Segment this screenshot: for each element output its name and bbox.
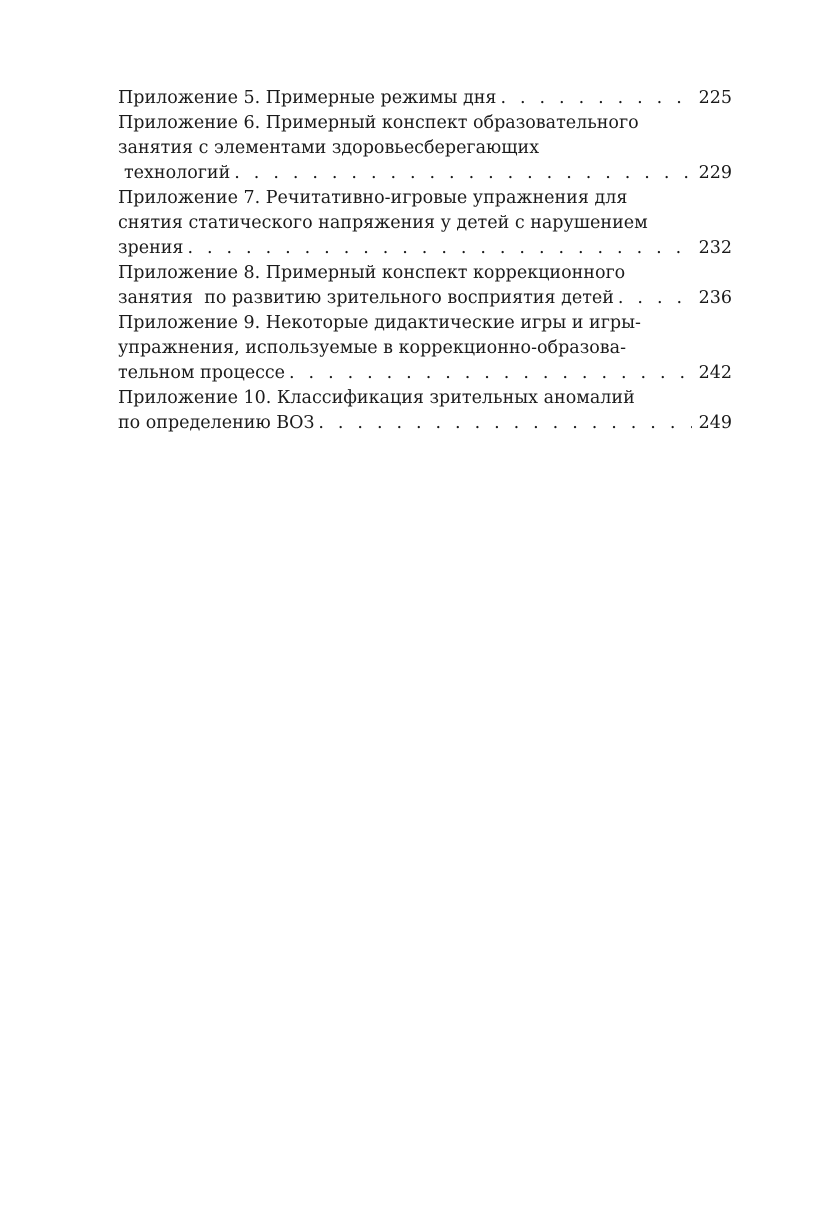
toc-page-number: 225 [698, 88, 732, 108]
toc-entry-line: Приложение 6. Примерный конспект образовательного [118, 113, 639, 133]
toc-entry-title: Приложение 5. Примерные режимы дня [118, 88, 497, 108]
table-of-contents [118, 86, 732, 436]
dot-leader [289, 361, 692, 386]
toc-page-number: 232 [698, 238, 732, 258]
toc-entry-line: снятия статического напряжения у детей с нарушением [118, 213, 648, 233]
toc-entry-line: Приложение 10. Классификация зрительных аномалий [118, 388, 635, 408]
dot-leader [500, 86, 692, 111]
toc-entry-line: Приложение 9. Некоторые дидактические игры и игры- [118, 313, 641, 333]
toc-entry-last-line [118, 411, 732, 436]
toc-entry-line: занятия с элементами здоровьесберегающих [118, 138, 540, 158]
toc-entry-last-line [118, 236, 732, 261]
toc-entry-appendix-8[interactable] [118, 261, 732, 311]
toc-page-number: 229 [698, 163, 732, 183]
dot-leader [618, 286, 692, 311]
dot-leader [234, 161, 692, 186]
toc-entry-line: упражнения, используемые в коррекционно-образова- [118, 338, 626, 358]
toc-entry-last-line [118, 161, 732, 186]
toc-page-number: 249 [698, 413, 732, 433]
toc-entry-line: Приложение 8. Примерный конспект коррекционного [118, 263, 626, 283]
toc-entry-last-line [118, 286, 732, 311]
toc-entry-title-end: по определению ВОЗ [118, 413, 315, 433]
toc-entry-appendix-9[interactable] [118, 311, 732, 386]
toc-page-number: 242 [698, 363, 732, 383]
toc-entry-last-line [118, 86, 732, 111]
toc-entry-appendix-7[interactable] [118, 186, 732, 261]
dot-leader [187, 236, 692, 261]
toc-entry-appendix-5[interactable] [118, 86, 732, 111]
toc-entry-title-end: занятия по развитию зрительного восприятия детей [118, 288, 614, 308]
toc-entry-appendix-10[interactable] [118, 386, 732, 436]
toc-entry-appendix-6[interactable] [118, 111, 732, 186]
toc-entry-line: Приложение 7. Речитативно-игровые упражнения для [118, 188, 628, 208]
toc-entry-last-line [118, 361, 732, 386]
toc-entry-title-end: зрения [118, 238, 184, 258]
dot-leader [318, 411, 692, 436]
toc-entry-title-end: технологий [124, 163, 231, 183]
toc-page-number: 236 [698, 288, 732, 308]
toc-entry-title-end: тельном процессе [118, 363, 286, 383]
